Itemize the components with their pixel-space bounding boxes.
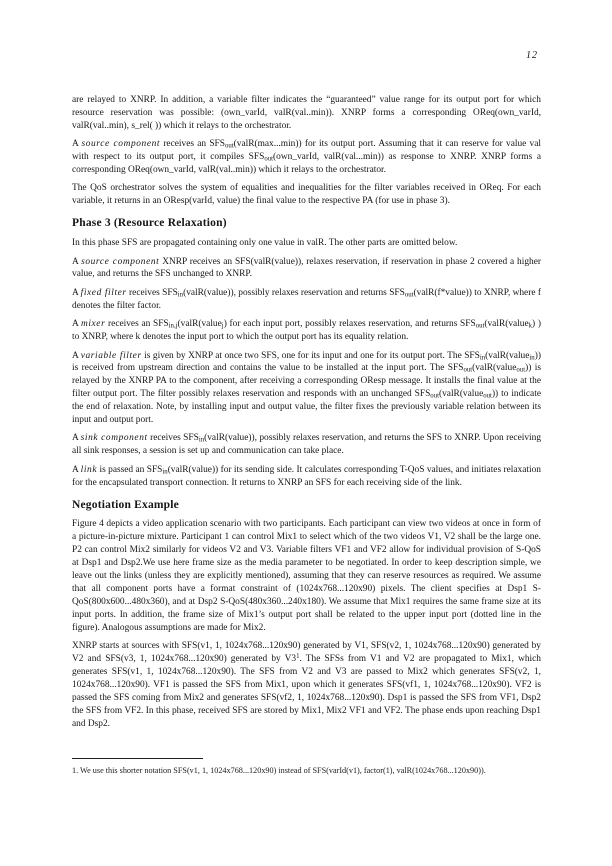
paragraph: A sink component receives $SFS_{in}(valR(value))$, possibly relaxes reservation, and returns the SFS to XNRP. Upon receiving all sink responses, a session is set up and communication can take place. [72, 433, 542, 457]
paragraph: are relayed to XNRP. In addition, a variable filter indicates the “guaranteed” value range for its output port for which resource reservation was possible: (own_varId, valR(val..min)). XNRP forms a corresponding OReq(own_varId, valR(val..min), s_rel( )) which it relays to the orchestrator. [72, 95, 541, 131]
paragraph: Figure 4 depicts a video application scenario with two participants. Each participant can view two videos at once in form of a picture-in-picture mixture. Participant 1 can control Mix1 to select which of the two videos V1, V2 shall be the large one. P2 can control Mix2 similarly for videos V2 and V3. Variable filters VF1 and VF2 allow for individual provision of S-QoS at Dsp1 and Dsp2.We use here frame size as the media parameter to be negotiated. In order to keep description simple, we leave out the links (unless they are explicitly mentioned), assuming that they can reserve resources as required. We assume that all component ports have a format constraint of (1024x768...120x90) pixels. The client specifies at Dsp1 S-QoS(800x600...480x360), and at Dsp2 S-QoS(480x360...240x180). We assume that Mix1 requires the same frame size at its input ports. In addition, the frame size of Mix1’s output port shall be related to the upper input port (dotted line in the figure). Analogous assumptions are made for Mix2. [72, 519, 541, 633]
paragraph: The QoS orchestrator solves the system of equalities and inequalities for the filter variables received in OReq. For each variable, it returns in an OResp(varId, value) the final value to the respective PA (for use in phase 3). [72, 183, 541, 207]
section-heading: Negotiation Example [72, 498, 179, 511]
footnote-rule [72, 758, 203, 759]
paragraph: In this phase SFS are propagated containing only one value in valR. The other parts are omitted below. [72, 238, 458, 249]
paragraph: A link is passed an $SFS_{in}(valR(value))$ for its sending side. It calculates corresponding T-QoS values, and initiates relaxation for the encapsulated transport connection. It returns to XNRP an SFS for each receiving side of the link. [72, 464, 541, 488]
paragraph: A mixer receives an $SFS_{in,j}(valR(value_j)$ for each input port, possibly relaxes reservation, and returns $SFS_{out}(valR(value_k)$ ) to XNRP, where k denotes the input port to which the output port has its equality relation. [72, 319, 541, 343]
section-heading: Phase 3 (Resource Relaxation) [72, 217, 227, 230]
paragraph: XNRP starts at sources with SFS(v1, 1, 1024x768...120x90) generated by V1, SFS(v2, 1, 1024x768...120x90) generated by V2 and SFS(v3, 1, 1024x768...120x90) generated by $V3^1$. The SFSs from V1 and V2 are propagated to Mix1, which generates SFS(v1, 1, 1024x768...120x90). The SFS from V2 and V3 are passed to Mix2 which generates SFS(v2, 1, 1024x768...120x90). VF1 is passed the SFS from Mix1, upon which it generates SFS(vf1, 1, 1024x768...120x90). VF2 is passed the SFS coming from Mix2 and generates SFS(vf2, 1, 1024x768...120x90). Dsp1 is passed the SFS from VF1, Dsp2 the SFS from VF2. In this phase, received SFS are stored by Mix1, Mix2 VF1 and VF2. The phase ends upon reaching Dsp1 and Dsp2. [72, 641, 541, 729]
document-body [72, 94, 541, 736]
paragraph: A source component receives an $SFS_{out}(valR(\max...\min))$ for its output port. Assuming that it can reserve for value val with respect to its output port, it compiles $SFS_{out}(own\_varId$, valR(val...min)) as response to XNRP. XNRP forms a corresponding OReq(own_varId, valR(val..min)) which it relays to the orchestrator. [72, 139, 541, 176]
paragraph: A fixed filter receives $SFS_{in}(valR(value))$, possibly relaxes reservation and returns $SFS_{out}(valR(f*value))$ to XNRP, where f denotes the filter factor. [72, 287, 541, 311]
paragraph: A variable filter is given by XNRP at once two SFS, one for its input and one for its output port. The $SFS_{in}(valR(value_{in}))$ is received from upstream direction and contains the value to be installed at the input port. The $SFS_{out}(valR(value_{out}))$ is relayed by the XNRP PA to the component, after receiving a corresponding OResp message. It installs the final value at the filter output port. The filter possibly relaxes reservation and responds with an unchanged $SFS_{out}(valR(value_{out}))$ to indicate the end of relaxation. Note, by installing input and output value, the filter fixes the previously variable relation between its input and output port. [72, 350, 541, 426]
paragraph: A source component XNRP receives an SFS(valR(value)), relaxes reservation, if reservation in phase 2 covered a higher value, and returns the SFS unchanged to XNRP. [72, 256, 541, 280]
footnote-text: 1. We use this shorter notation SFS(v1, 1, 1024x768...120x90) instead of SFS(varId(v1), factor(1), valR(1024x768...120x90)). [72, 766, 486, 775]
page-number: 12 [526, 50, 538, 61]
footnote-area [72, 758, 541, 776]
